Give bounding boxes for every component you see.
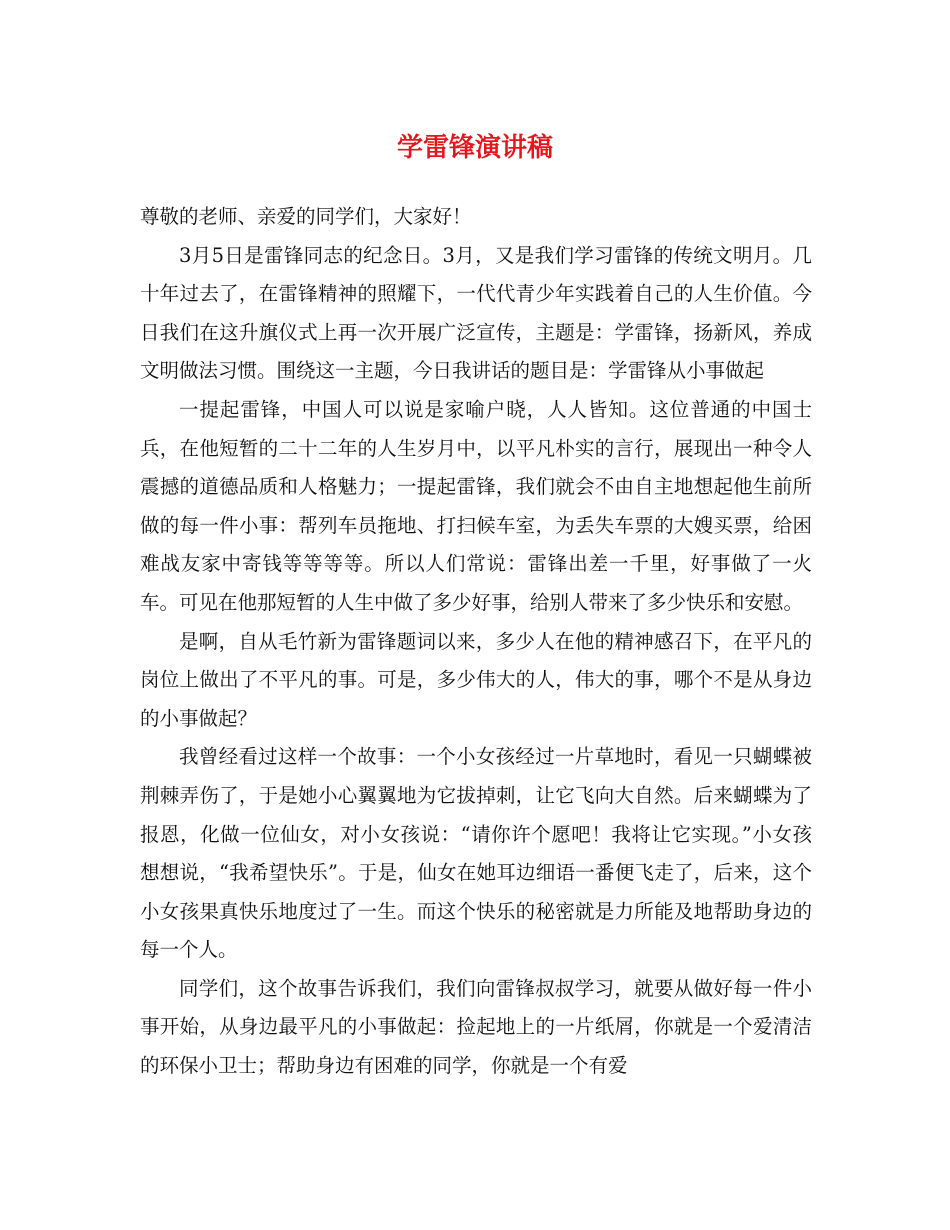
body-paragraph-2: 一提起雷锋，中国人可以说是家喻户晓，人人皆知。这位普通的中国士兵，在他短暂的二十二年的人生岁月中，以平凡朴实的言行，展现出一种令人震撼的道德品质和人格魅力；一提起雷锋，我们就会不由自主地想起他生前所做的每一件小事：帮列车员拖地、打扫候车室，为丢失车票的大嫂买票，给困难战友家中寄钱等等等等。所以人们常说：雷锋出差一千里，好事做了一火车。可见在他那短暂的人生中做了多少好事，给别人带来了多少快乐和安慰。: [140, 397, 812, 614]
body-paragraph-5: 同学们，这个故事告诉我们，我们向雷锋叔叔学习，就要从做好每一件小事开始，从身边最平凡的小事做起：捡起地上的一片纸屑，你就是一个爱清洁的环保小卫士；帮助身边有困难的同学，你就是一个有爱: [140, 976, 812, 1078]
document-body: [140, 198, 812, 1086]
body-paragraph-1: 3月5日是雷锋同志的纪念日。3月，又是我们学习雷锋的传统文明月。几十年过去了，在雷锋精神的照耀下，一代代青少年实践着自己的人生价值。今日我们在这升旗仪式上再一次开展广泛宣传，主题是：学雷锋，扬新风，养成文明做法习惯。围绕这一主题，今日我讲话的题目是：学雷锋从小事做起: [140, 243, 812, 383]
document-title: 学雷锋演讲稿: [396, 133, 553, 163]
body-paragraph-3: 是啊，自从毛竹新为雷锋题词以来，多少人在他的精神感召下，在平凡的岗位上做出了不平凡的事。可是，多少伟大的人，伟大的事，哪个不是从身边的小事做起？: [140, 629, 812, 730]
greeting-paragraph: 尊敬的老师、亲爱的同学们，大家好！: [140, 205, 472, 228]
body-paragraph-4: 我曾经看过这样一个故事：一个小女孩经过一片草地时，看见一只蝴蝶被荆棘弄伤了，于是她小心翼翼地为它拔掉刺，让它飞向大自然。后来蝴蝶为了报恩，化做一位仙女，对小女孩说：“请你许个愿吧！我将让它实现。”小女孩想想说，“我希望快乐”。于是，仙女在她耳边细语一番便飞走了，后来，这个小女孩果真快乐地度过了一生。而这个快乐的秘密就是力所能及地帮助身边的每一个人。: [140, 745, 812, 962]
